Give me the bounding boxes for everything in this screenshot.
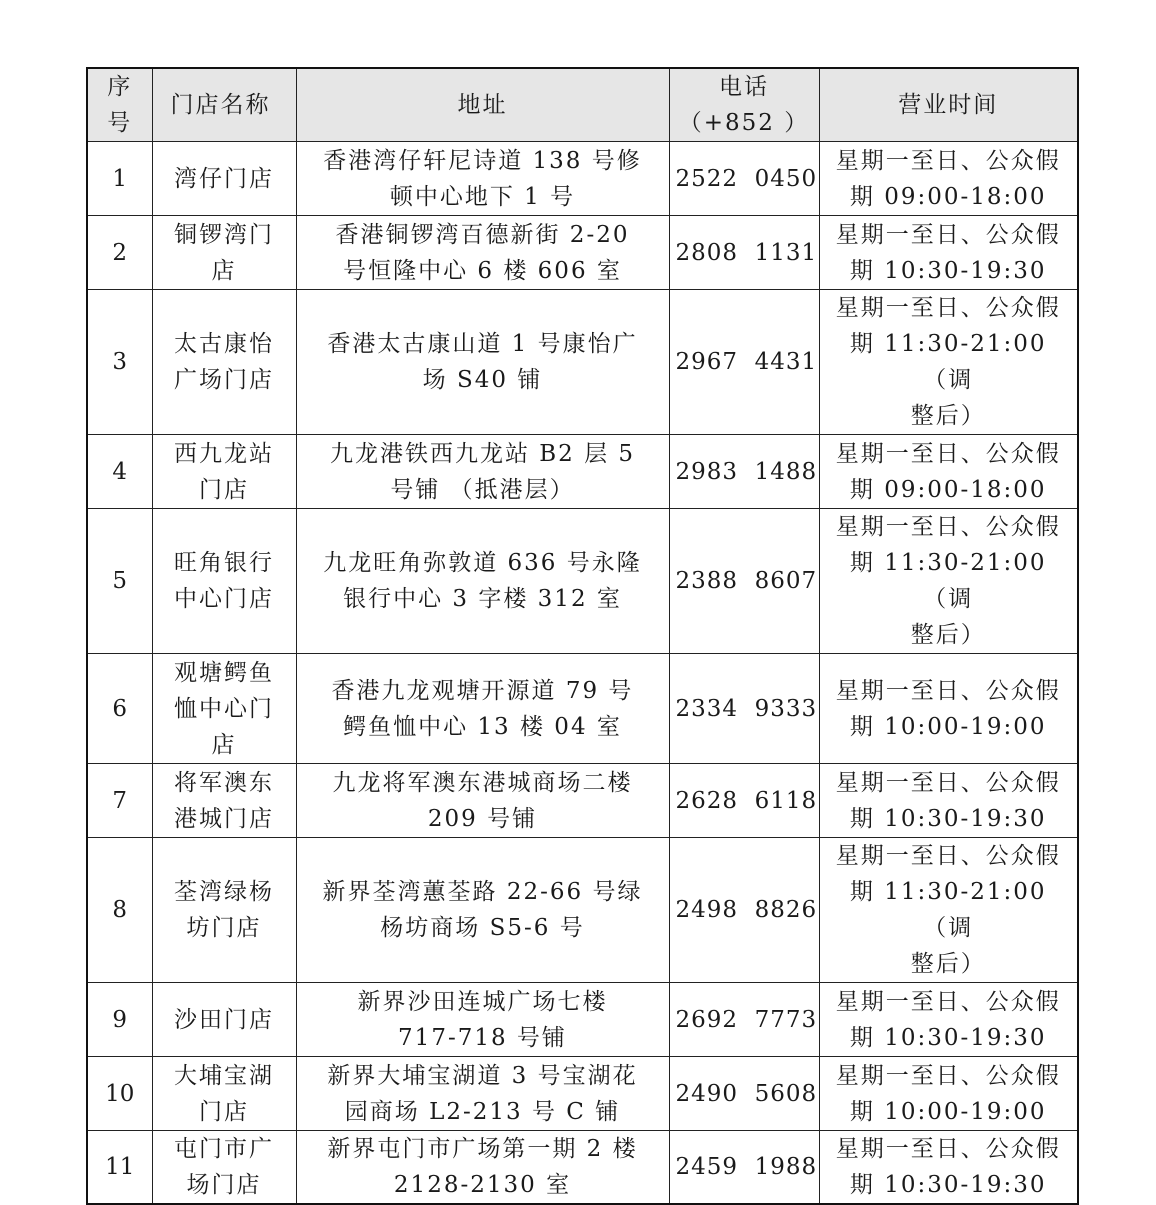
cell-hours [819, 838, 1078, 983]
header-store-name: 门店名称 [152, 68, 296, 142]
table-row [87, 1057, 1078, 1131]
address-line: 鳄鱼恤中心 13 楼 04 室 [343, 713, 622, 740]
header-no-line: 序 [107, 74, 133, 100]
hours-line: 期 11:30-21:00（调 [849, 879, 1047, 941]
cell-phone: 2334 9333 [669, 654, 819, 764]
hours-line: 星期一至日、公众假 [835, 769, 1061, 796]
cell-hours [819, 1057, 1078, 1131]
table-row [87, 764, 1078, 838]
cell-address [296, 983, 669, 1057]
cell-hours [819, 142, 1078, 216]
store-name-line: 旺角银行 [174, 550, 274, 576]
cell-store-name [152, 654, 296, 764]
cell-hours [819, 654, 1078, 764]
cell-phone: 2522 0450 [669, 142, 819, 216]
store-name-line: 荃湾绿杨 [174, 879, 274, 905]
cell-no: 10 [87, 1057, 152, 1131]
cell-hours [819, 509, 1078, 654]
store-name-line: 太古康怡 [174, 331, 274, 357]
cell-store-name [152, 764, 296, 838]
store-name-line: 门店 [199, 1098, 249, 1125]
header-phone-line: 电话 [719, 74, 769, 100]
table-row [87, 216, 1078, 290]
table-row [87, 654, 1078, 764]
address-line: 香港铜锣湾百德新街 2-20 [335, 221, 630, 248]
cell-hours [819, 983, 1078, 1057]
cell-store-name [152, 1057, 296, 1131]
hours-line: 期 10:00-19:00 [849, 713, 1047, 740]
table-row [87, 983, 1078, 1057]
cell-phone: 2498 8826 [669, 838, 819, 983]
hours-line: 星期一至日、公众假 [835, 514, 1061, 540]
store-name-line: 广场门店 [174, 367, 274, 393]
address-line: 香港湾仔轩尼诗道 138 号修 [323, 147, 642, 174]
cell-store-name [152, 435, 296, 509]
cell-hours [819, 216, 1078, 290]
cell-address [296, 764, 669, 838]
address-line: 杨坊商场 S5-6 号 [380, 915, 585, 941]
cell-address [296, 216, 669, 290]
table-header-row [87, 68, 1078, 142]
hours-line: 整后） [910, 622, 986, 648]
cell-no: 7 [87, 764, 152, 838]
cell-phone: 2628 6118 [669, 764, 819, 838]
header-phone-line: （+852 ） [678, 110, 810, 136]
header-address: 地址 [296, 68, 669, 142]
table-row [87, 142, 1078, 216]
address-line: 新界荃湾蕙荃路 22-66 号绿 [322, 879, 643, 905]
hours-line: 期 10:30-19:30 [849, 1024, 1047, 1051]
cell-phone: 2692 7773 [669, 983, 819, 1057]
address-line: 717-718 号铺 [398, 1024, 567, 1051]
cell-phone: 2490 5608 [669, 1057, 819, 1131]
hours-line: 期 10:30-19:30 [849, 805, 1047, 832]
address-line: 新界屯门市广场第一期 2 楼 [327, 1136, 638, 1162]
store-name-line: 将军澳东 [174, 769, 274, 796]
cell-hours [819, 290, 1078, 435]
store-name-line: 铜锣湾门 [174, 221, 274, 248]
hours-line: 星期一至日、公众假 [835, 440, 1061, 467]
table-row [87, 838, 1078, 983]
cell-no: 9 [87, 983, 152, 1057]
header-no-line: 号 [107, 110, 133, 136]
store-name-line: 坊门店 [186, 915, 262, 941]
store-name-line: 门店 [199, 476, 249, 503]
cell-store-name [152, 838, 296, 983]
header-hours: 营业时间 [819, 68, 1078, 142]
address-line: 新界沙田连城广场七楼 [357, 988, 608, 1015]
table-row [87, 435, 1078, 509]
cell-address [296, 1131, 669, 1205]
cell-no: 6 [87, 654, 152, 764]
cell-address [296, 1057, 669, 1131]
cell-phone: 2983 1488 [669, 435, 819, 509]
address-line: 九龙港铁西九龙站 B2 层 5 [329, 440, 636, 467]
hours-line: 期 10:00-19:00 [849, 1098, 1047, 1125]
cell-address [296, 509, 669, 654]
cell-no: 4 [87, 435, 152, 509]
hours-line: 期 09:00-18:00 [849, 476, 1047, 503]
store-name-line: 恤中心门 [174, 695, 274, 722]
cell-no: 2 [87, 216, 152, 290]
hours-line: 星期一至日、公众假 [835, 1136, 1061, 1162]
cell-no: 11 [87, 1131, 152, 1205]
hours-line: 期 10:30-19:30 [849, 1172, 1047, 1198]
hours-line: 星期一至日、公众假 [835, 677, 1061, 704]
table-row [87, 290, 1078, 435]
store-name-line: 湾仔门店 [174, 165, 274, 192]
table-row [87, 1131, 1078, 1205]
address-line: 209 号铺 [427, 805, 538, 832]
cell-hours [819, 764, 1078, 838]
store-name-line: 店 [211, 257, 237, 284]
store-name-line: 港城门店 [174, 805, 274, 832]
hours-line: 期 11:30-21:00（调 [849, 550, 1047, 612]
store-name-line: 沙田门店 [174, 1006, 274, 1033]
address-line: 2128-2130 室 [393, 1172, 572, 1198]
cell-store-name [152, 290, 296, 435]
hours-line: 星期一至日、公众假 [835, 843, 1061, 869]
cell-address [296, 654, 669, 764]
hours-line: 期 11:30-21:00（调 [849, 331, 1047, 393]
cell-no: 5 [87, 509, 152, 654]
table-row [87, 509, 1078, 654]
address-line: 九龙将军澳东港城商场二楼 [332, 769, 633, 796]
cell-phone: 2967 4431 [669, 290, 819, 435]
cell-address [296, 142, 669, 216]
store-name-line: 场门店 [186, 1172, 262, 1198]
hours-line: 星期一至日、公众假 [835, 221, 1061, 248]
hours-line: 期 09:00-18:00 [849, 183, 1047, 210]
cell-store-name [152, 509, 296, 654]
store-list-table [86, 67, 1079, 1205]
cell-address [296, 838, 669, 983]
address-line: 香港太古康山道 1 号康怡广 [327, 331, 638, 357]
address-line: 银行中心 3 字楼 312 室 [343, 586, 622, 612]
cell-store-name [152, 216, 296, 290]
store-name-line: 店 [211, 731, 237, 758]
cell-phone: 2388 8607 [669, 509, 819, 654]
address-line: 新界大埔宝湖道 3 号宝湖花 [327, 1062, 638, 1089]
cell-no: 8 [87, 838, 152, 983]
cell-store-name [152, 142, 296, 216]
cell-phone: 2808 1131 [669, 216, 819, 290]
cell-hours [819, 435, 1078, 509]
header-phone [669, 68, 819, 142]
cell-no: 3 [87, 290, 152, 435]
cell-store-name [152, 1131, 296, 1205]
cell-store-name [152, 983, 296, 1057]
table-body [87, 142, 1078, 1205]
cell-hours [819, 1131, 1078, 1205]
address-line: 香港九龙观塘开源道 79 号 [331, 677, 634, 704]
store-name-line: 观塘鳄鱼 [174, 659, 274, 686]
hours-line: 星期一至日、公众假 [835, 295, 1061, 321]
address-line: 九龙旺角弥敦道 636 号永隆 [323, 550, 642, 576]
header-no [87, 68, 152, 142]
cell-no: 1 [87, 142, 152, 216]
hours-line: 星期一至日、公众假 [835, 1062, 1061, 1089]
hours-line: 星期一至日、公众假 [835, 988, 1061, 1015]
hours-line: 期 10:30-19:30 [849, 257, 1047, 284]
hours-line: 整后） [910, 403, 986, 429]
address-line: 场 S40 铺 [422, 367, 543, 393]
address-line: 号铺 （抵港层） [390, 476, 575, 503]
hours-line: 整后） [910, 951, 986, 977]
cell-phone: 2459 1988 [669, 1131, 819, 1205]
store-name-line: 中心门店 [174, 586, 274, 612]
address-line: 顿中心地下 1 号 [389, 183, 576, 210]
store-name-line: 大埔宝湖 [174, 1062, 274, 1089]
hours-line: 星期一至日、公众假 [835, 147, 1061, 174]
address-line: 园商场 L2-213 号 C 铺 [344, 1098, 621, 1125]
store-name-line: 屯门市广 [174, 1136, 274, 1162]
cell-address [296, 290, 669, 435]
cell-address [296, 435, 669, 509]
address-line: 号恒隆中心 6 楼 606 室 [343, 257, 622, 284]
store-name-line: 西九龙站 [174, 440, 274, 467]
